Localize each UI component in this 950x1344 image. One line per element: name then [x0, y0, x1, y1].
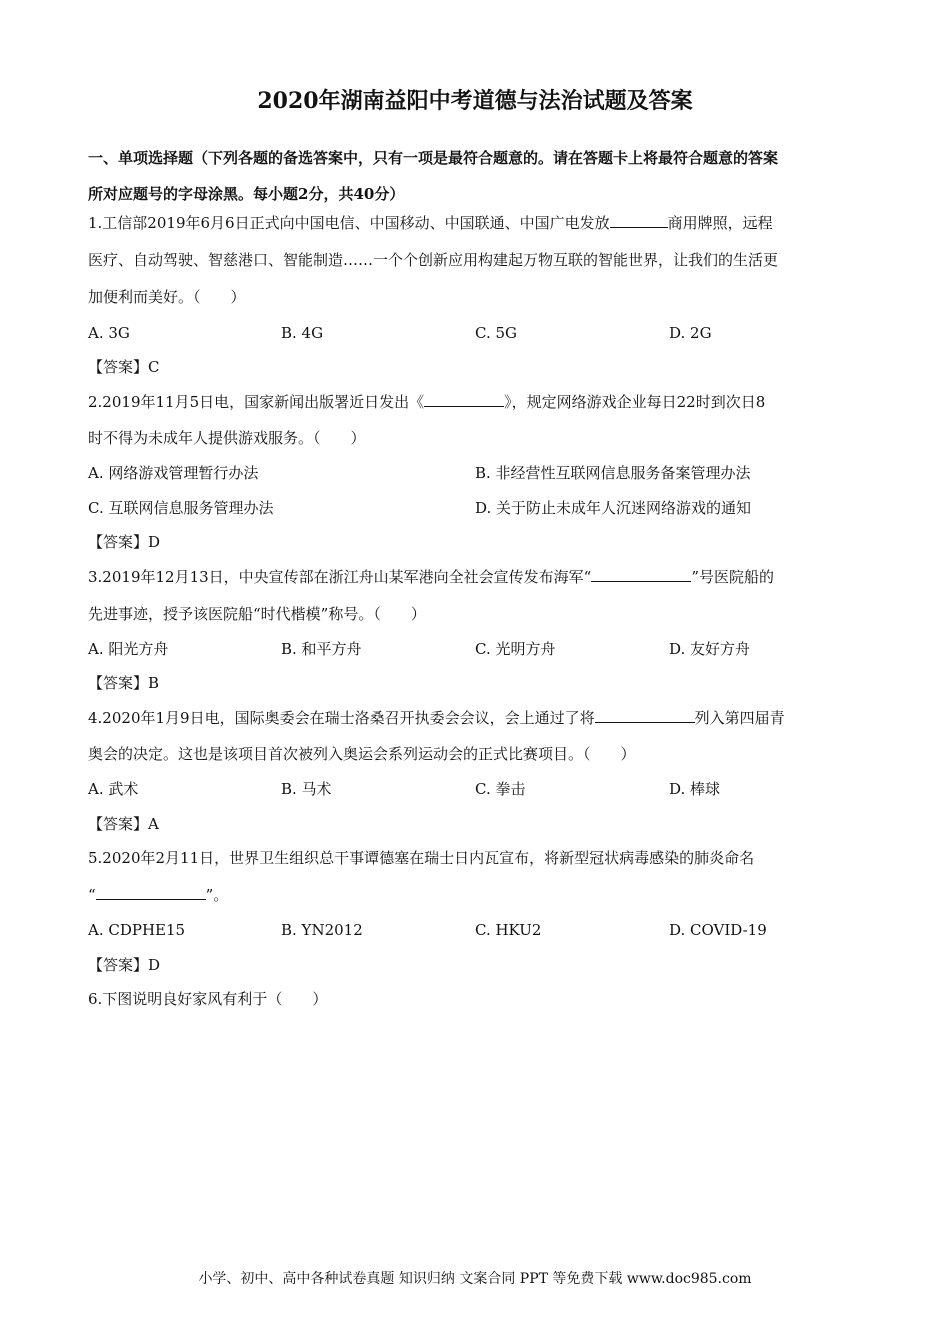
option-b: B. 4G	[281, 324, 324, 342]
option-a: A. 阳光方舟	[88, 640, 169, 658]
option-c: C. HKU2	[475, 921, 542, 939]
fill-blank	[424, 392, 504, 407]
option-c: C. 拳击	[475, 780, 526, 798]
fill-blank	[610, 213, 668, 228]
question-1-line-1	[88, 212, 868, 234]
fill-blank	[591, 567, 691, 582]
question-text: 1.工信部2019年6月6日正式向中国电信、中国移动、中国联通、中国广电发放	[88, 214, 610, 232]
fill-blank	[595, 708, 695, 723]
option-b: B. 和平方舟	[281, 640, 362, 658]
question-text: ”。	[205, 886, 229, 904]
option-d: D. 友好方舟	[669, 640, 751, 658]
question-text: 列入第四届青	[694, 709, 785, 727]
question-5-line-1: 5.2020年2月11日，世界卫生组织总干事谭德塞在瑞士日内瓦宣布，将新型冠状病毒感染的肺炎命名	[88, 849, 755, 867]
answer-label: 【答案】D	[88, 956, 161, 974]
question-text: ”号医院船的	[691, 568, 775, 586]
page-title: 2020年湖南益阳中考道德与法治试题及答案	[257, 88, 693, 114]
section-heading-line: 所对应题号的字母涂黑。每小题2分，共40分）	[88, 185, 405, 203]
answer-label: 【答案】B	[88, 674, 160, 692]
section-heading-line: 一、单项选择题（下列各题的备选答案中，只有一项是最符合题意的。请在答题卡上将最符合题意的答案	[88, 149, 779, 167]
option-a: A. CDPHE15	[88, 921, 186, 939]
question-3-line-1	[88, 566, 868, 588]
question-1-line-2: 医疗、自动驾驶、智慈港口、智能制造……一个个创新应用构建起万物互联的智能世界，让我们的生活更	[88, 251, 779, 269]
answer-label: 【答案】A	[88, 815, 159, 833]
question-6-line-1: 6.下图说明良好家风有利于（ ）	[88, 990, 328, 1008]
option-b: B. 非经营性互联网信息服务备案管理办法	[475, 464, 751, 482]
question-text: “	[88, 886, 96, 904]
option-d: D. 关于防止未成年人沉迷网络游戏的通知	[475, 499, 752, 517]
question-text: 3.2019年12月13日，中央宣传部在浙江舟山某军港向全社会宣传发布海军“	[88, 568, 592, 586]
option-d: D. 2G	[669, 324, 712, 342]
option-b: B. 马术	[281, 780, 332, 798]
question-3-line-2: 先进事迹，授予该医院船“时代楷模”称号。（ ）	[88, 605, 426, 623]
option-d: D. 棒球	[669, 780, 721, 798]
question-text: 》，规定网络游戏企业每日22时到次日8	[504, 393, 766, 411]
option-c: C. 光明方舟	[475, 640, 556, 658]
section-heading	[88, 140, 868, 212]
page-footer: 小学、初中、高中各种试卷真题 知识归纳 文案合同 PPT 等免费下载 www.doc985.com	[198, 1271, 752, 1287]
option-a: A. 武术	[88, 780, 139, 798]
answer-label: 【答案】C	[88, 358, 160, 376]
question-5-line-2	[88, 884, 868, 906]
option-d: D. COVID-19	[669, 921, 767, 939]
question-2-line-2: 时不得为未成年人提供游戏服务。（ ）	[88, 429, 366, 447]
question-1-line-3: 加便利而美好。（ ）	[88, 288, 246, 306]
question-4-line-2: 奥会的决定。这也是该项目首次被列入奥运会系列运动会的正式比赛项目。（ ）	[88, 745, 636, 763]
question-text: 2.2019年11月5日电，国家新闻出版署近日发出《	[88, 393, 425, 411]
question-2-line-1	[88, 391, 868, 413]
question-text: 4.2020年1月9日电，国际奥委会在瑞士洛桑召开执委会会议，会上通过了将	[88, 709, 595, 727]
option-a: A. 网络游戏管理暂行办法	[88, 464, 259, 482]
option-a: A. 3G	[88, 324, 130, 342]
option-b: B. YN2012	[281, 921, 363, 939]
option-c: C. 5G	[475, 324, 518, 342]
answer-label: 【答案】D	[88, 533, 161, 551]
question-text: 商用牌照，远程	[667, 214, 773, 232]
question-4-line-1	[88, 707, 868, 729]
fill-blank	[96, 885, 206, 900]
option-c: C. 互联网信息服务管理办法	[88, 499, 274, 517]
